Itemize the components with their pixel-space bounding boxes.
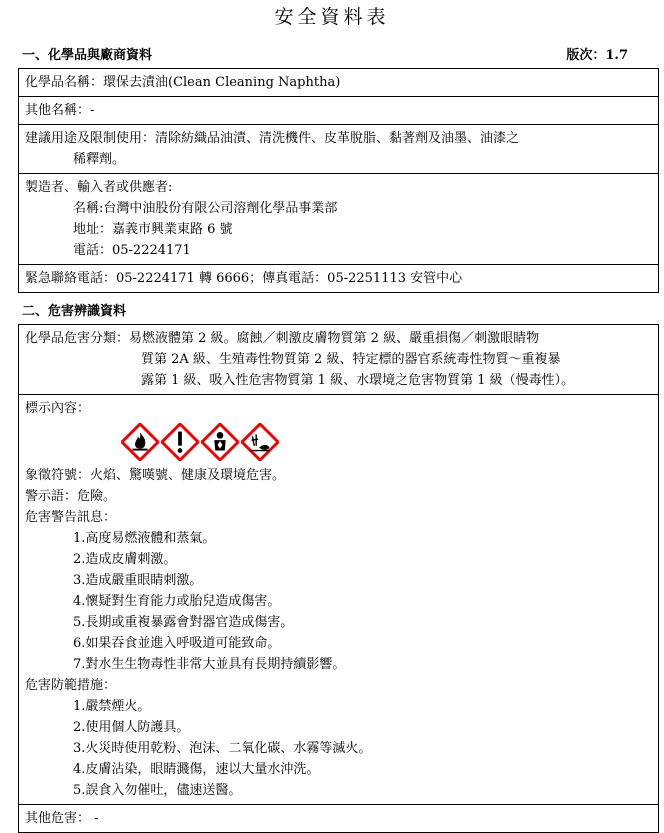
- manufacturer-name: 名稱:台灣中油股份有限公司溶劑化學品事業部: [73, 201, 338, 216]
- classification-line-3: 露第 1 級、吸入性危害物質第 1 級、水環境之危害物質第 1 級（慢毒性）。: [141, 373, 575, 388]
- classification-line-2: 質第 2A 級、生殖毒性物質第 2 級、特定標的器官系統毒性物質～重複暴: [141, 352, 561, 367]
- health-hazard-icon: [201, 423, 239, 461]
- hazard-statement: 2.造成皮膚刺激。: [73, 552, 177, 567]
- recommended-use-label: 建議用途及限制使用：: [25, 131, 156, 146]
- flame-icon: [121, 423, 159, 461]
- product-name: 化學品名稱：環保去漬油(Clean Cleaning Naphtha): [19, 69, 659, 97]
- ghs-pictograms: [121, 423, 652, 463]
- hazard-statement: 6.如果吞食並進入呼吸道可能致命。: [73, 636, 281, 651]
- manufacturer-cell: [19, 174, 659, 265]
- hazard-statement: 3.造成嚴重眼睛刺激。: [73, 573, 203, 588]
- precaution-statement: 1.嚴禁煙火。: [73, 699, 151, 714]
- precaution-statement: 2.使用個人防護具。: [73, 720, 190, 735]
- classification-cell: [19, 325, 659, 395]
- exclamation-icon: [161, 423, 199, 461]
- version-label: 版次：1.7: [566, 48, 628, 63]
- emergency-contact: 緊急聯絡電話：05-2224171 轉 6666；傳真電話：05-2251113 安管中心: [19, 265, 659, 293]
- recommended-use-cell: [19, 125, 659, 174]
- hazard-statement: 4.懷疑對生育能力或胎兒造成傷害。: [73, 594, 281, 609]
- other-hazards: 其他危害： -: [19, 805, 659, 833]
- section1-table: [18, 68, 659, 293]
- recommended-use-text-cont: 稀釋劑。: [73, 152, 126, 167]
- label-content-title: 標示內容：: [25, 401, 91, 416]
- hazard-statement: 7.對水生生物毒性非常大並具有長期持續影響。: [73, 657, 346, 672]
- other-names: 其他名稱：-: [19, 97, 659, 125]
- precaution-statement: 4.皮膚沾染，眼睛濺傷，速以大量水沖洗。: [73, 762, 320, 777]
- precaution-statement: 5.誤食入勿催吐，儘速送醫。: [73, 783, 242, 798]
- document-title: 安全資料表: [274, 6, 390, 28]
- hazard-statement: 1.高度易燃液體和蒸氣。: [73, 531, 216, 546]
- section2-heading: 二、危害辨識資料: [22, 304, 127, 319]
- section1-heading: 一、化學品與廠商資料: [22, 48, 153, 63]
- precaution-statement: 3.火災時使用乾粉、泡沫、二氧化碳、水霧等滅火。: [73, 741, 372, 756]
- section2-table: [18, 324, 659, 833]
- manufacturer-phone: 電話：05-2224171: [73, 243, 191, 258]
- hazard-statements-title: 危害警告訊息：: [25, 510, 117, 525]
- manufacturer-label: 製造者、輸入者或供應者:: [25, 180, 173, 195]
- environment-icon: [241, 423, 279, 461]
- classification-label: 化學品危害分類：: [25, 331, 130, 346]
- precautions-title: 危害防範措施：: [25, 678, 117, 693]
- signal-word: 警示語：危險。: [25, 489, 117, 504]
- label-content-cell: [19, 395, 659, 805]
- symbols-text: 象徵符號：火焰、驚嘆號、健康及環境危害。: [25, 468, 286, 483]
- hazard-statement: 5.長期或重複暴露會對器官造成傷害。: [73, 615, 294, 630]
- manufacturer-address: 地址：嘉義市興業東路 6 號: [73, 222, 233, 237]
- classification-line-1: 易燃液體第 2 級。腐蝕／刺激皮膚物質第 2 級、嚴重損傷／刺激眼睛物: [129, 331, 540, 346]
- recommended-use-text: 清除紡織品油漬、清洗機件、皮革脫脂、黏著劑及油墨、油漆之: [155, 131, 520, 146]
